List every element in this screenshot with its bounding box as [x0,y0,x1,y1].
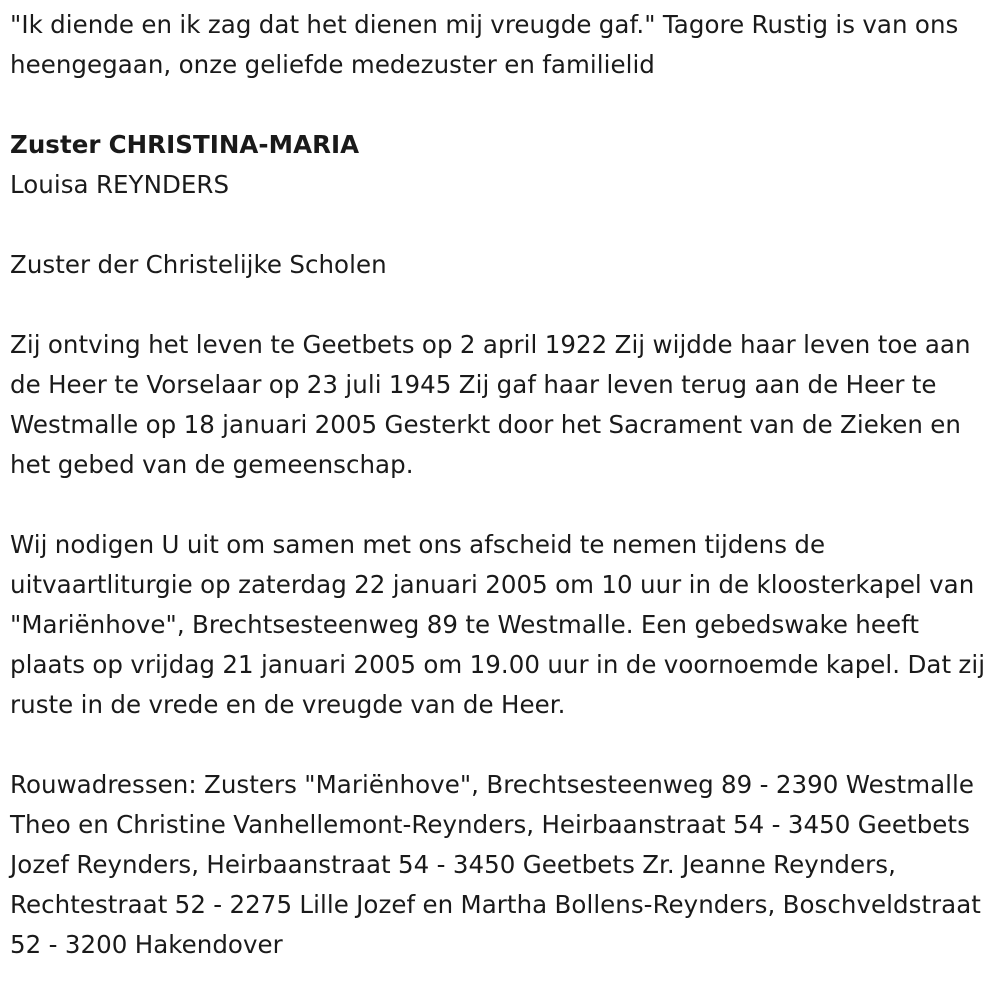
life-dates-paragraph: Zij ontving het leven te Geetbets op 2 april 1922 Zij wijdde haar leven toe aan de Heer te Vorselaar op 23 juli 1945 Zij gaf haar leven terug aan de Heer te Westmalle op 18 januari 2005 Gesterkt door het Sacrament van de Zieken en het gebed van de gemeenschap. [10,330,971,479]
opening-quote: "Ik diende en ik zag dat het dienen mij vreugde gaf." Tagore Rustig is van ons heengegaan, onze geliefde medezuster en familielid [10,10,959,79]
condolence-addresses-paragraph: Rouwadressen: Zusters "Mariënhove", Brechtsesteenweg 89 - 2390 Westmalle Theo en Christine Vanhellemont-Reynders, Heirbaanstraat 54 - 3450 Geetbets Jozef Reynders, Heirbaanstraat 54 - 3450 Geetbets Zr. Jeanne Reynders, Rechtestraat 52 - 2275 Lille Jozef en Martha Bollens-Reynders, Boschveldstraat 52 - 3200 Hakendover [10,770,981,959]
funeral-invitation-paragraph: Wij nodigen U uit om samen met ons afscheid te nemen tijdens de uitvaartliturgie op zaterdag 22 januari 2005 om 10 uur in de kloosterkapel van "Mariënhove", Brechtsesteenweg 89 te Westmalle. Een gebedswake heeft plaats op vrijdag 21 januari 2005 om 19.00 uur in de voornoemde kapel. Dat zij ruste in de vrede en de vreugde van de Heer. [10,530,986,719]
civil-name: Louisa REYNDERS [10,170,230,199]
religious-order: Zuster der Christelijke Scholen [10,250,387,279]
religious-name: Zuster CHRISTINA-MARIA [10,130,360,159]
